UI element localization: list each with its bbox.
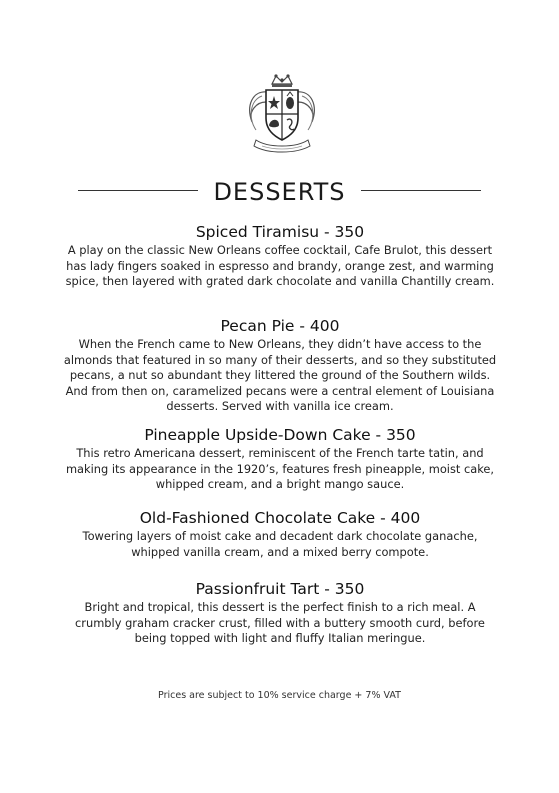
- menu-item-title: Spiced Tiramisu - 350: [195, 223, 365, 241]
- menu-item-description: Bright and tropical, this dessert is the perfect finish to a rich meal. A crumbly graham cracker crust, filled with a buttery smooth curd, before being topped with light and fluffy Italian meringue.: [75, 600, 485, 645]
- section-title: DESSERTS: [213, 178, 346, 206]
- service-charge-note: Prices are subject to 10% service charge + 7% VAT: [158, 690, 401, 701]
- menu-item-chocolate-cake: [60, 508, 500, 560]
- menu-item-title: Old-Fashioned Chocolate Cake - 400: [139, 509, 421, 527]
- menu-item-pineapple-cake: [60, 425, 500, 493]
- menu-item-title: Passionfruit Tart - 350: [195, 580, 365, 598]
- menu-item-title: Pecan Pie - 400: [220, 317, 340, 335]
- menu-item-passionfruit-tart: [60, 579, 500, 647]
- menu-item-tiramisu: [60, 222, 500, 290]
- menu-item-pecan-pie: [60, 316, 500, 415]
- crest-logo-icon: [238, 70, 326, 158]
- menu-item-description: When the French came to New Orleans, they didn’t have access to the almonds that featured in so many of their desserts, and so they substituted pecans, a nut so abundant they littered the ground of the Southern wilds. And from then on, caramelized pecans were a central element of Louisiana desserts. Served with vanilla ice cream.: [63, 337, 497, 413]
- heading-rule-right: [361, 190, 481, 191]
- menu-item-description: Towering layers of moist cake and decadent dark chocolate ganache, whipped vanilla cream, and a mixed berry compote.: [82, 529, 478, 559]
- menu-item-description: This retro Americana dessert, reminiscent of the French tarte tatin, and making its appearance in the 1920’s, features fresh pineapple, moist cake, whipped cream, and a bright mango sauce.: [65, 446, 495, 491]
- section-heading: [0, 176, 559, 208]
- menu-item-title: Pineapple Upside-Down Cake - 350: [144, 426, 416, 444]
- menu-item-description: A play on the classic New Orleans coffee cocktail, Cafe Brulot, this dessert has lady fingers soaked in espresso and brandy, orange zest, and warming spice, then layered with grated dark chocolate and vanilla Chantilly cream.: [65, 243, 495, 288]
